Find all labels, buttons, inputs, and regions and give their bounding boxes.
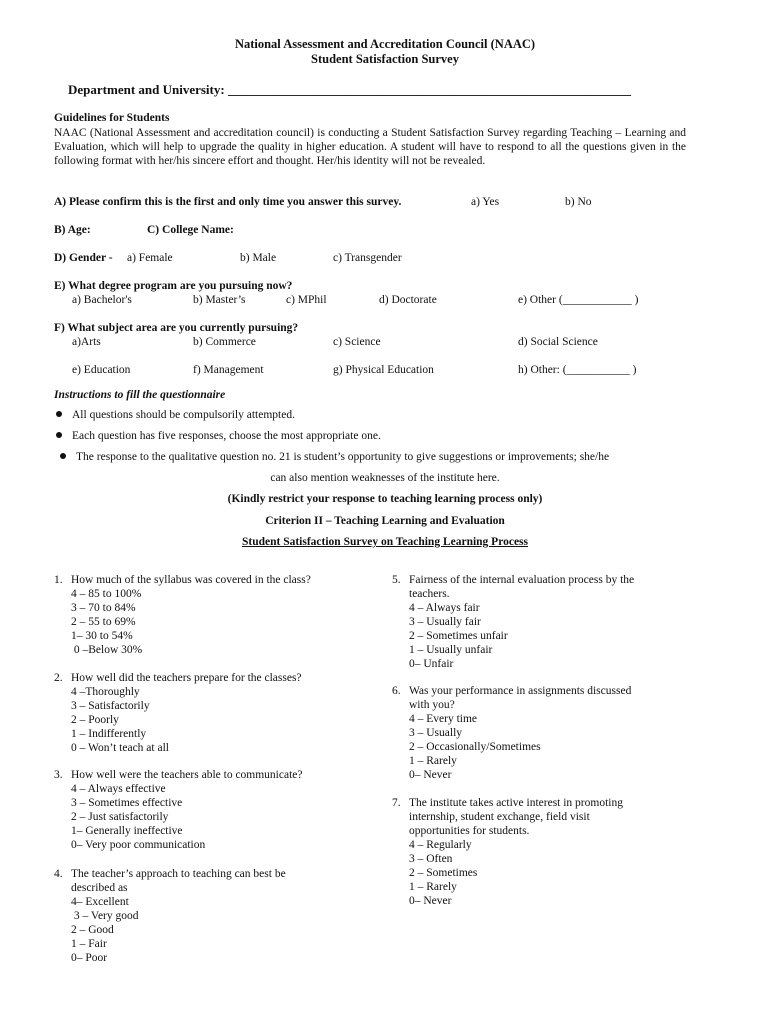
question-text: How well were the teachers able to communicate? [71,769,303,781]
bullet-icon [60,453,66,459]
answer-option[interactable]: 2 – Just satisfactorily [71,811,169,823]
page-subtitle: Student Satisfaction Survey [311,52,459,66]
question-b-age-label: B) Age: [54,224,91,236]
answer-option[interactable]: 1 – Rarely [409,755,457,767]
answer-option[interactable]: 2 – Sometimes [409,867,478,879]
answer-option[interactable]: 1 – Fair [71,938,107,950]
answer-option[interactable]: 4 – Every time [409,713,478,725]
question-number: 5. [392,574,401,586]
question-a-option-no[interactable]: b) No [565,196,592,208]
instruction-text-3-cont: can also mention weaknesses of the institute here. [270,472,500,484]
subject-option-science[interactable]: c) Science [333,336,381,348]
instruction-text-1: All questions should be compulsorily attempted. [72,409,295,421]
question-text: The teacher’s approach to teaching can best be [71,868,286,880]
question-number: 1. [54,574,63,586]
survey-title: Student Satisfaction Survey on Teaching Learning Process [241,536,529,548]
question-a-option-yes[interactable]: a) Yes [471,196,500,208]
department-line[interactable]: ______________________________________________________________ [227,82,631,97]
instruction-bullet-3 [60,451,609,463]
answer-option[interactable]: 3 – Often [409,853,453,865]
question-d-gender-label: D) Gender - [54,252,113,264]
bullet-icon [56,411,62,417]
answer-option[interactable]: 2 – 55 to 69% [71,616,136,628]
subject-option-social-science[interactable]: d) Social Science [518,336,598,348]
degree-option-other[interactable]: e) Other (____________ ) [518,294,639,306]
answer-option[interactable]: 4 – Always fair [409,602,480,614]
question-text-cont: with you? [409,699,455,711]
answer-option[interactable]: 4 – Always effective [71,783,166,795]
subject-option-commerce[interactable]: b) Commerce [193,336,256,348]
answer-option[interactable]: 1– Generally ineffective [71,825,183,837]
answer-option[interactable]: 3 – Sometimes effective [71,797,183,809]
subject-option-arts[interactable]: a)Arts [72,336,101,348]
subject-option-education[interactable]: e) Education [72,364,131,376]
instruction-bullet-1 [56,409,295,421]
department-label: Department and University: [68,82,228,97]
answer-option[interactable]: 2 – Occasionally/Sometimes [409,741,541,753]
guidelines-heading: Guidelines for Students [54,112,170,124]
answer-option[interactable]: 0– Very poor communication [71,839,206,851]
answer-option[interactable]: 3 – Very good [71,910,139,922]
answer-option[interactable]: 0 –Below 30% [71,644,143,656]
question-f-label: F) What subject area are you currently pursuing? [54,322,299,334]
criterion-title: Criterion II – Teaching Learning and Evaluation [265,515,505,527]
department-field[interactable] [68,82,631,98]
gender-option-transgender[interactable]: c) Transgender [333,252,402,264]
answer-option[interactable]: 2 – Good [71,924,114,936]
answer-option[interactable]: 3 – Usually fair [409,616,481,628]
question-c-college-label: C) College Name: [147,224,234,236]
question-text: Was your performance in assignments discussed [409,685,632,697]
page-title: National Assessment and Accreditation Council (NAAC) [234,37,536,51]
answer-option[interactable]: 1– 30 to 54% [71,630,133,642]
degree-option-bachelors[interactable]: a) Bachelor's [72,294,132,306]
answer-option[interactable]: 0– Never [409,769,452,781]
answer-option[interactable]: 1 – Rarely [409,881,457,893]
question-text: Fairness of the internal evaluation process by the [409,574,635,586]
answer-option[interactable]: 3 – Satisfactorily [71,700,150,712]
question-text-cont: internship, student exchange, field visit [409,811,590,823]
question-number: 4. [54,868,63,880]
degree-option-mphil[interactable]: c) MPhil [286,294,327,306]
question-a-label: A) Please confirm this is the first and only time you answer this survey. [54,196,402,208]
degree-option-masters[interactable]: b) Master’s [193,294,246,306]
question-e-label: E) What degree program are you pursuing now? [54,280,293,292]
answer-option[interactable]: 4 – 85 to 100% [71,588,142,600]
question-number: 2. [54,672,63,684]
question-text: How much of the syllabus was covered in the class? [71,574,311,586]
question-number: 7. [392,797,401,809]
subject-option-other[interactable]: h) Other: (___________ ) [518,364,637,376]
instructions-heading: Instructions to fill the questionnaire [54,389,226,401]
question-text-cont: teachers. [409,588,450,600]
subject-option-physical-education[interactable]: g) Physical Education [333,364,434,376]
answer-option[interactable]: 0 – Won’t teach at all [71,742,169,754]
question-text: The institute takes active interest in promoting [409,797,623,809]
answer-option[interactable]: 1 – Usually unfair [409,644,493,656]
answer-option[interactable]: 2 – Poorly [71,714,119,726]
question-text-cont: opportunities for students. [409,825,530,837]
question-number: 3. [54,769,63,781]
restrict-note: (Kindly restrict your response to teaching learning process only) [227,493,543,505]
answer-option[interactable]: 4 –Thoroughly [71,686,140,698]
answer-option[interactable]: 3 – Usually [409,727,463,739]
question-text-cont: described as [71,882,128,894]
instruction-bullet-2 [56,430,381,442]
gender-option-male[interactable]: b) Male [240,252,277,264]
answer-option[interactable]: 4 – Regularly [409,839,472,851]
instruction-text-3: The response to the qualitative question no. 21 is student’s opportunity to give suggestions or improvements; she/he [76,451,610,463]
subject-option-management[interactable]: f) Management [193,364,264,376]
answer-option[interactable]: 0– Never [409,895,452,907]
answer-option[interactable]: 1 – Indifferently [71,728,147,740]
bullet-icon [56,432,62,438]
instruction-text-2: Each question has five responses, choose the most appropriate one. [72,430,381,442]
answer-option[interactable]: 3 – 70 to 84% [71,602,136,614]
answer-option[interactable]: 0– Unfair [409,658,454,670]
answer-option[interactable]: 0– Poor [71,952,108,964]
gender-option-female[interactable]: a) Female [127,252,173,264]
answer-option[interactable]: 2 – Sometimes unfair [409,630,508,642]
answer-option[interactable]: 4– Excellent [71,896,129,908]
question-text: How well did the teachers prepare for the classes? [71,672,302,684]
question-number: 6. [392,685,401,697]
guidelines-text: NAAC (National Assessment and accreditation council) is conducting a Student Satisfaction Survey regarding Teaching – Learning and Evaluation, which will help to upgrade the quality in higher education. A student will have to respond to all the questions given in the following format with her/his sincere effort and thought. Her/his identity will not be revealed. [54,127,686,167]
degree-option-doctorate[interactable]: d) Doctorate [379,294,437,306]
